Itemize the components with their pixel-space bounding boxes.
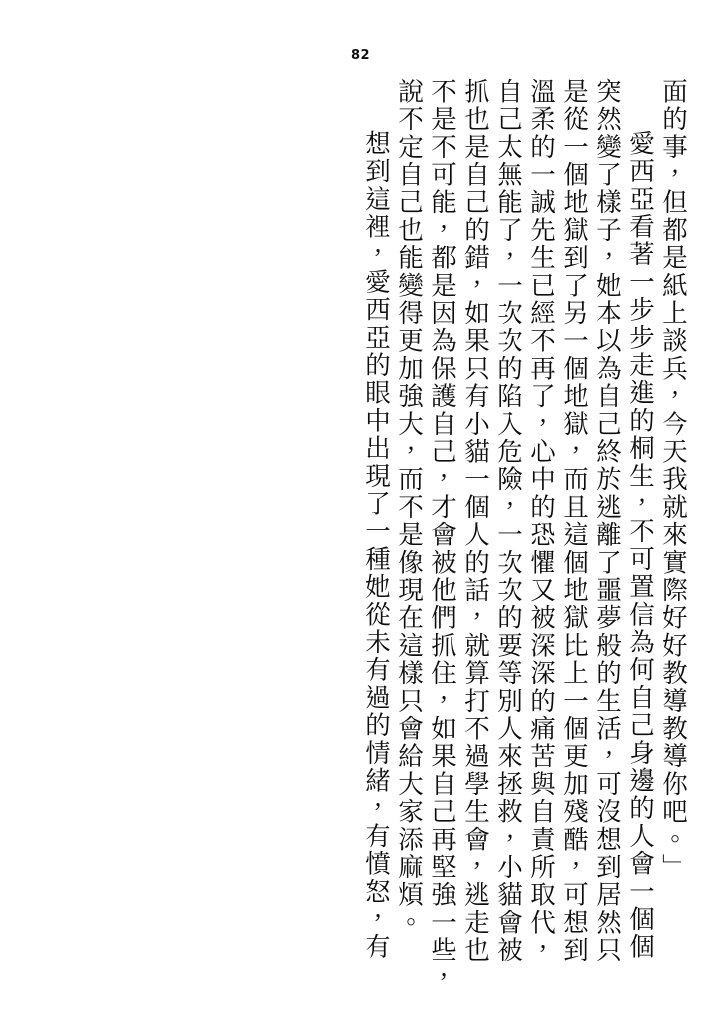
text-column: 不是不可能，都是因為保護自己，才會被他們抓住，如果自己再堅強一些，	[427, 78, 457, 993]
page-number: 82	[350, 48, 371, 63]
text-column: 自己太無能了，一次次的陷入危險，一次次的要等別人來拯救，小貓會被	[493, 78, 523, 965]
vertical-text-body	[36, 78, 688, 993]
text-column: 溫柔的一誠先生已經不再了，心中的恐懼又被深深的痛苦與自責所取代，	[526, 78, 556, 965]
text-column: 面的事，但都是紙上談兵，今天我就來實際好好教導教導你吧。」	[658, 78, 688, 882]
text-column: 突然變了樣子，她本以為自己終於逃離了噩夢般的生活，可沒想到居然只	[592, 78, 622, 965]
text-column: 說不定自己也能變得更加強大，而不是像現在這樣只會給大家添麻煩。	[394, 78, 424, 937]
text-column: 愛西亞看著一步步走進的桐生，不可置信為何自己身邊的人會一個個	[625, 130, 655, 961]
text-column: 想到這裡，愛西亞的眼中出現了一種她從未有過的情緒，有憤怒，有	[361, 130, 391, 961]
text-column: 是從一個地獄到了另一個地獄，而且這個地獄比上一個更加殘酷，可想到	[559, 78, 589, 965]
text-column: 抓也是自己的錯，如果只有小貓一個人的話，就算打不過學生會，逃走也	[460, 78, 490, 965]
